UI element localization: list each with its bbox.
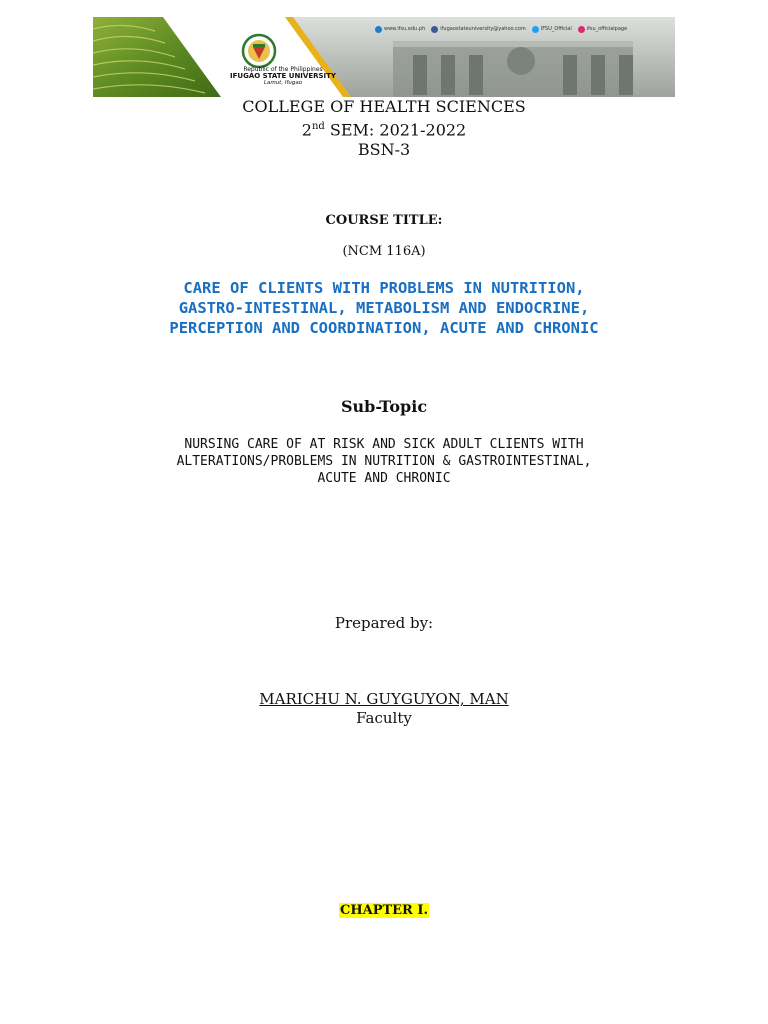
social-instagram[interactable] [578, 26, 627, 33]
social-links [375, 22, 675, 36]
chapter-heading: CHAPTER I. [339, 903, 428, 918]
social-website[interactable] [375, 26, 425, 33]
semester-line [0, 117, 768, 140]
course-title-line: CARE OF CLIENTS WITH PROBLEMS IN NUTRITION, [183, 279, 585, 297]
prepared-by-label: Prepared by: [334, 614, 434, 632]
subtopic-label: Sub-Topic [340, 397, 428, 416]
author-name: MARICHU N. GUYGUYON, MAN [259, 690, 509, 708]
course-title-line: GASTRO-INTESTINAL, METABOLISM AND ENDOCRINE, [178, 299, 590, 317]
social-facebook-text: ifugaostateuniversity@yahoo.com [440, 26, 526, 32]
college-name: COLLEGE OF HEALTH SCIENCES [242, 97, 526, 116]
social-instagram-text: ifsu_officialpage [586, 26, 628, 32]
facebook-icon [431, 26, 438, 33]
twitter-icon [532, 26, 539, 33]
subtopic-line: ACUTE AND CHRONIC [317, 471, 451, 486]
subtopic-text [0, 436, 768, 487]
subtopic-line: NURSING CARE OF AT RISK AND SICK ADULT CLIENTS WITH [184, 437, 584, 452]
university-location: Lamut, Ifugao [263, 79, 303, 86]
university-seal-icon [243, 35, 275, 67]
section-name: BSN-3 [357, 140, 411, 160]
header-banner [93, 17, 675, 97]
university-name-block [213, 67, 353, 86]
subtopic-line: ALTERATIONS/PROBLEMS IN NUTRITION & GASTROINTESTINAL, [176, 454, 592, 469]
sem-suffix: nd [311, 121, 325, 132]
chapter-heading-wrap [0, 903, 768, 918]
social-facebook[interactable] [431, 26, 526, 33]
globe-icon [375, 26, 382, 33]
sem-text: SEM: 2021-2022 [324, 120, 467, 140]
college-info [0, 97, 768, 160]
republic-text: Republic of the Philippines [243, 66, 323, 73]
university-name: IFUGAO STATE UNIVERSITY [230, 72, 336, 81]
course-title-label: COURSE TITLE: [325, 213, 443, 228]
social-website-text: www.ifsu.edu.ph [384, 26, 426, 32]
course-title-line: PERCEPTION AND COORDINATION, ACUTE AND CHRONIC [169, 319, 599, 337]
instagram-icon [578, 26, 585, 33]
author-role: Faculty [356, 709, 412, 727]
course-code: (NCM 116A) [342, 244, 426, 259]
course-title [0, 278, 768, 338]
social-twitter-text: IFSU_Official [540, 26, 572, 32]
sem-number: 2 [301, 120, 312, 140]
social-twitter[interactable] [532, 26, 572, 33]
